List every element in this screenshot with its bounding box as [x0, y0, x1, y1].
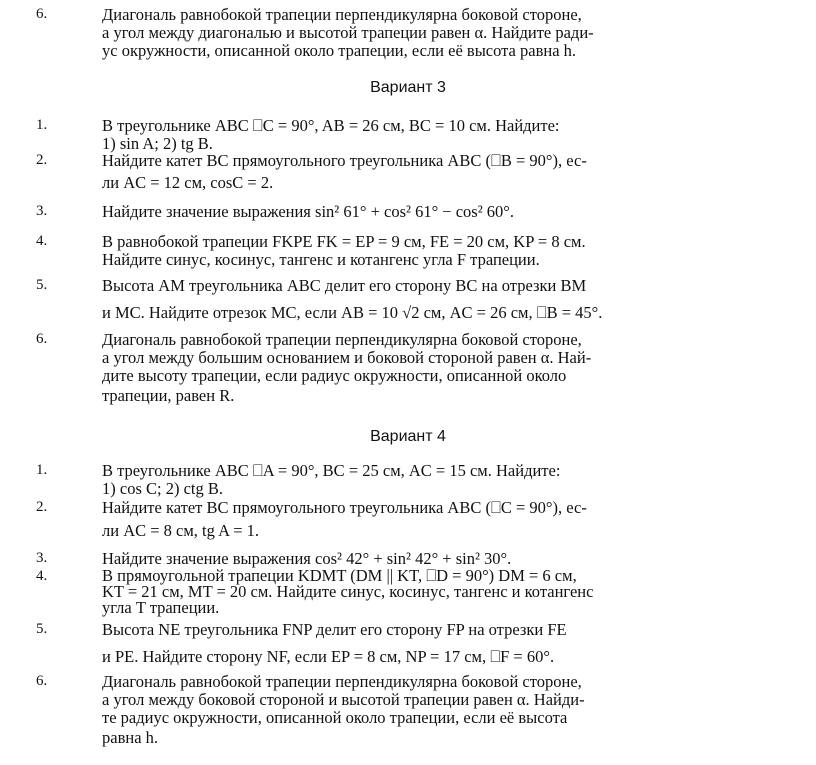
text-line: а угол между боковой стороной и высотой трапеции равен α. Найди-: [102, 690, 585, 709]
text-line: трапеции, равен R.: [102, 386, 235, 405]
item-text: [102, 331, 591, 405]
item-number: 4.: [36, 233, 48, 249]
item-number: 2.: [36, 152, 48, 168]
text-line: В треугольнике ABC ⎕A = 90°, BC = 25 см, AC = 15 см. Найдите:: [102, 461, 561, 480]
variant-4-heading: Вариант 4: [370, 428, 446, 445]
item-text: [102, 277, 602, 322]
text-line: 1) sin A; 2) tg B.: [102, 134, 213, 153]
item-text: [102, 462, 560, 498]
text-line: равна h.: [102, 728, 159, 747]
text-line: ус окружности, описанной около трапеции, если её высота равна h.: [102, 41, 577, 60]
text-line: ли AC = 8 см, tg A = 1.: [102, 521, 260, 540]
text-line: те радиус окружности, описанной около трапеции, если её высота: [102, 708, 568, 727]
text-line: Найдите синус, косинус, тангенс и котангенс угла F трапеции.: [102, 250, 540, 269]
text-line: Диагональ равнобокой трапеции перпендикулярна боковой стороне,: [102, 5, 582, 24]
text-line: Найдите значение выражения cos² 42° + sin² 42° + sin² 30°.: [102, 549, 512, 568]
item-number: 6.: [36, 331, 48, 347]
item-text: [102, 152, 587, 192]
item-number: 5.: [36, 277, 48, 293]
text-line: KT = 21 см, MT = 20 см. Найдите синус, косинус, тангенс и котангенс: [102, 582, 594, 601]
item-text: [102, 568, 593, 616]
text-line: Высота AM треугольника ABC делит его сторону BC на отрезки BM: [102, 276, 587, 295]
text-line: и MC. Найдите отрезок MC, если AB = 10 √2 см, AC = 26 см, ⎕B = 45°.: [102, 303, 603, 322]
text-line: Высота NE треугольника FNP делит его сторону FP на отрезки FE: [102, 620, 567, 639]
text-line: дите высоту трапеции, если радиус окружности, описанной около: [102, 366, 567, 385]
item-number: 3.: [36, 550, 48, 566]
item-number: 1.: [36, 462, 48, 478]
item-text: [102, 203, 514, 221]
text-line: В равнобокой трапеции FKPE FK = EP = 9 см, FE = 20 см, KP = 8 см.: [102, 232, 586, 251]
text-line: Найдите катет BC прямоугольного треугольника ABC (⎕B = 90°), ес-: [102, 151, 587, 170]
item-number: 2.: [36, 499, 48, 515]
variant-3-heading: Вариант 3: [370, 79, 446, 96]
text-line: Найдите значение выражения sin² 61° + cos² 61° − cos² 60°.: [102, 202, 515, 221]
text-line: ли AC = 12 см, cosC = 2.: [102, 173, 274, 192]
text-line: Найдите катет BC прямоугольного треугольника ABC (⎕C = 90°), ес-: [102, 498, 587, 517]
text-line: а угол между диагональю и высотой трапеции равен α. Найдите ради-: [102, 23, 594, 42]
item-text: [102, 117, 560, 153]
item-number: 6.: [36, 6, 48, 22]
item-number: 3.: [36, 203, 48, 219]
item-number: 4.: [36, 568, 48, 584]
text-line: и PE. Найдите сторону NF, если EP = 8 см, NP = 17 см, ⎕F = 60°.: [102, 647, 555, 666]
text-line: Диагональ равнобокой трапеции перпендикулярна боковой стороне,: [102, 672, 582, 691]
text-line: а угол между большим основанием и боковой стороной равен α. Най-: [102, 348, 592, 367]
item-number: 1.: [36, 117, 48, 133]
item-number: 6.: [36, 673, 48, 689]
text-line: угла T трапеции.: [102, 598, 220, 617]
item-number: 5.: [36, 621, 48, 637]
item-text: [102, 673, 585, 747]
item-text: [102, 499, 587, 540]
item-text: [102, 621, 567, 666]
text-line: Диагональ равнобокой трапеции перпендикулярна боковой стороне,: [102, 330, 582, 349]
text-line: 1) cos C; 2) ctg B.: [102, 479, 223, 498]
text-line: В прямоугольной трапеции KDMT (DM || KT, ⎕D = 90°) DM = 6 см,: [102, 566, 577, 585]
item-text: [102, 6, 594, 60]
item-text: [102, 233, 586, 269]
text-line: В треугольнике ABC ⎕C = 90°, AB = 26 см, BC = 10 см. Найдите:: [102, 116, 560, 135]
